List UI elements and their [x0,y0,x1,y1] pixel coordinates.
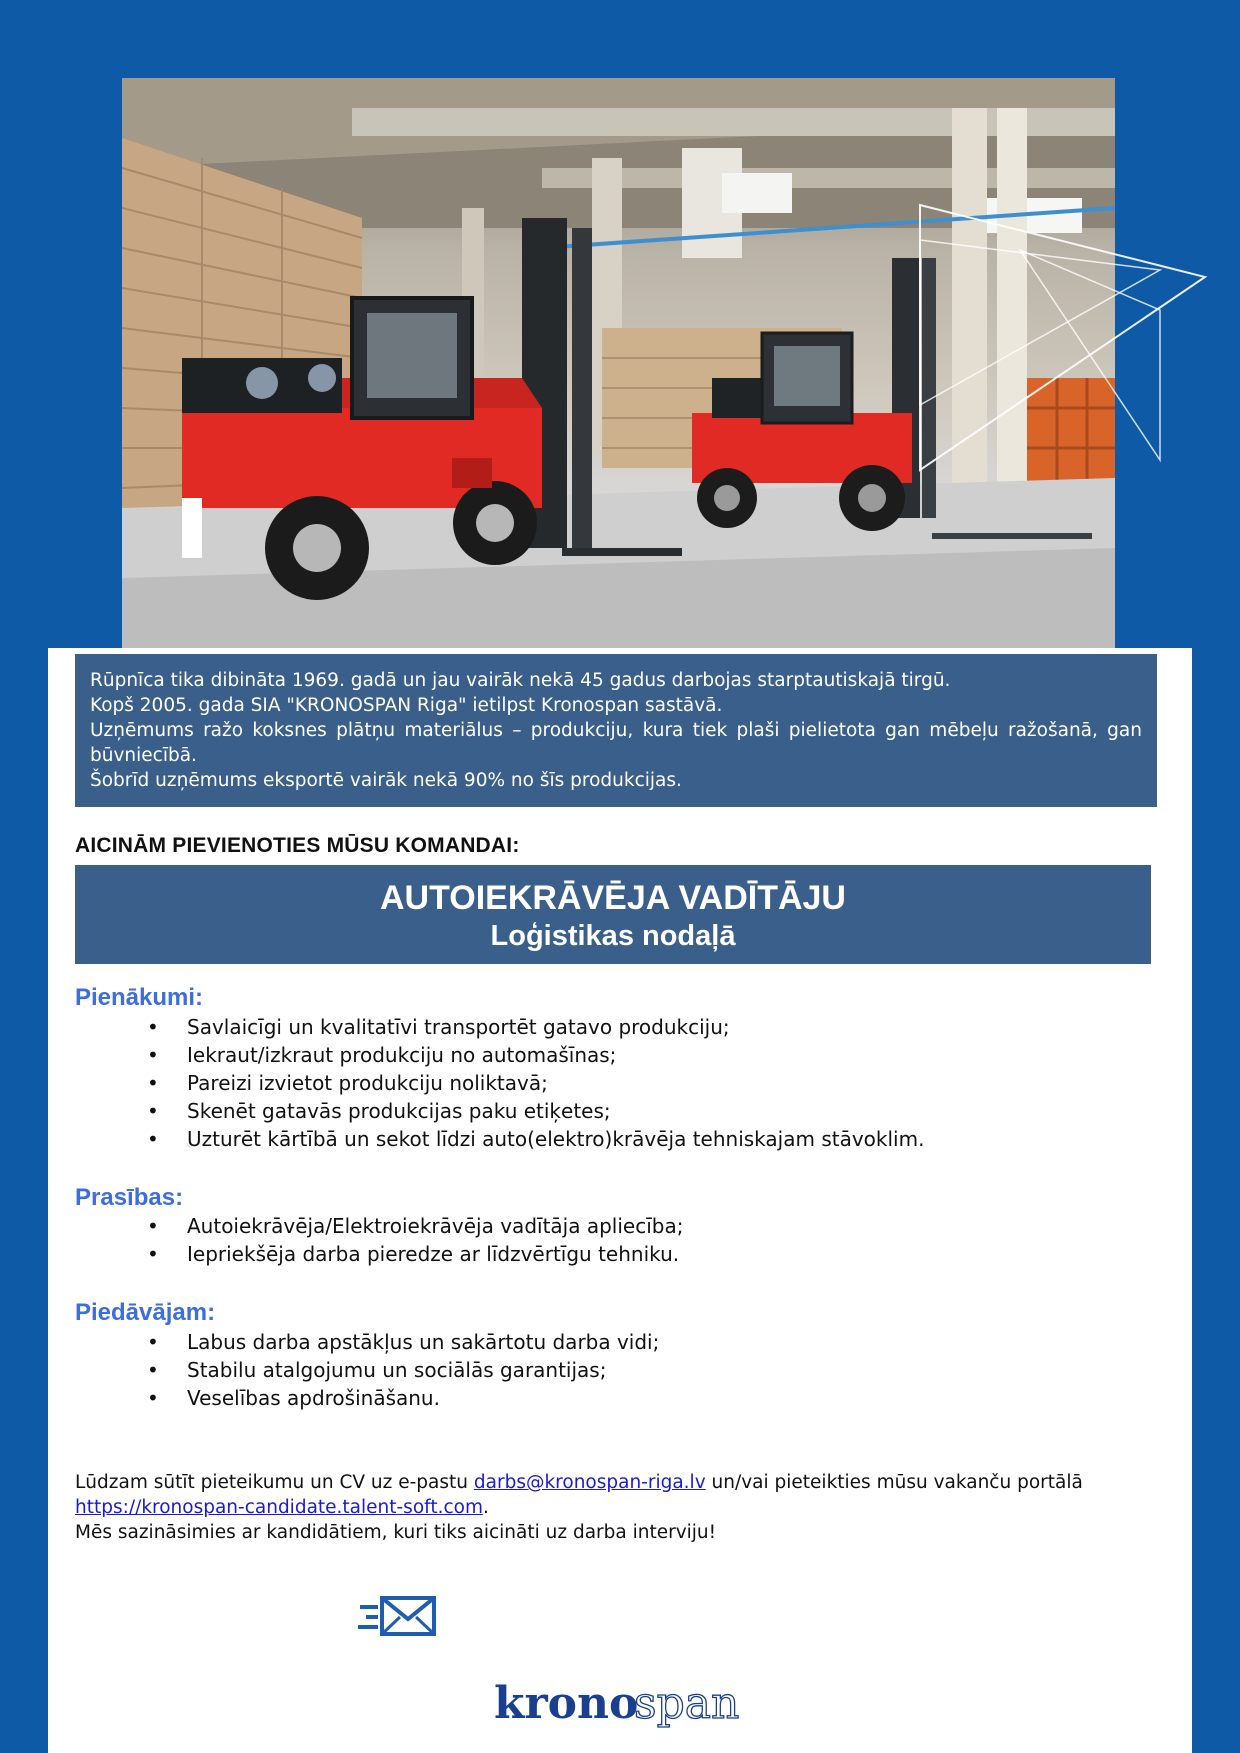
apply-paragraph [75,1470,1165,1520]
list-item: • Stabilu atalgojumu un sociālās garantijas; [48,1356,659,1384]
requirements-list [48,1212,683,1268]
email-link[interactable]: darbs@kronospan-riga.lv [473,1472,706,1493]
intro-line-4: Šobrīd uzņēmums eksportē vairāk nekā 90% no šīs produkcijas. [90,770,682,791]
list-item: • Skenēt gatavās produkcijas paku etiķetes; [48,1097,924,1125]
invite-heading: AICINĀM PIEVIENOTIES MŪSU KOMANDAI: [75,834,520,857]
intro-line-1: Rūpnīca tika dibināta 1969. gadā un jau vairāk nekā 45 gadus darbojas starptautiskajā tirgū. [90,670,951,691]
list-item: • Uzturēt kārtībā un sekot līdzi auto(elektro)krāvēja tehniskajam stāvoklim. [48,1125,924,1153]
list-item: • Iekraut/izkraut produkciju no automašīnas; [48,1041,924,1069]
decorative-triangles [880,190,1220,480]
list-item: • Pareizi izvietot produkciju noliktavā; [48,1069,924,1097]
mail-icon [358,1595,438,1639]
job-title: AUTOIEKRĀVĒJA VADĪTĀJU [380,879,846,917]
logo-part-span: span [634,1678,740,1729]
offer-list [48,1328,659,1412]
company-intro-box [75,654,1157,807]
list-item: • Iepriekšēja darba pieredze ar līdzvērtīgu tehniku. [48,1240,683,1268]
intro-line-3: Uzņēmums ražo koksnes plātņu materiālus – produkciju, kura tiek plaši pielietota gan mēbeļu ražošanā, gan būvniecībā. [90,720,1142,766]
job-department: Loģistikas nodaļā [490,920,736,952]
closing-line: Mēs sazināsimies ar kandidātiem, kuri tiks aicināti uz darba interviju! [75,1522,717,1543]
logo-part-krono: krono [494,1678,639,1729]
list-item: • Veselības apdrošināšanu. [48,1384,659,1412]
kronospan-logo [494,1678,754,1736]
list-item: • Labus darba apstākļus un sakārtotu darba vidi; [48,1328,659,1356]
duties-list [48,1013,924,1153]
list-item: • Autoiekrāvēja/Elektroiekrāvēja vadītāja apliecība; [48,1212,683,1240]
content-card [48,648,1192,1753]
intro-line-2: Kopš 2005. gada SIA "KRONOSPAN Riga" ietilpst Kronospan sastāvā. [90,695,723,716]
requirements-heading: Prasības: [75,1184,184,1211]
application-instructions [75,1470,1165,1545]
apply-period: . [482,1497,489,1518]
apply-text-2: un/vai pieteikties mūsu vakanču portālā [705,1472,1083,1493]
apply-text-1: Lūdzam sūtīt pieteikumu un CV uz e-pastu [75,1472,474,1493]
portal-link[interactable]: https://kronospan-candidate.talent-soft.com [75,1497,483,1518]
offer-heading: Piedāvājam: [75,1299,216,1326]
duties-heading: Pienākumi: [75,984,204,1011]
job-title-banner [75,865,1151,964]
list-item: • Savlaicīgi un kvalitatīvi transportēt gatavo produkciju; [48,1013,924,1041]
